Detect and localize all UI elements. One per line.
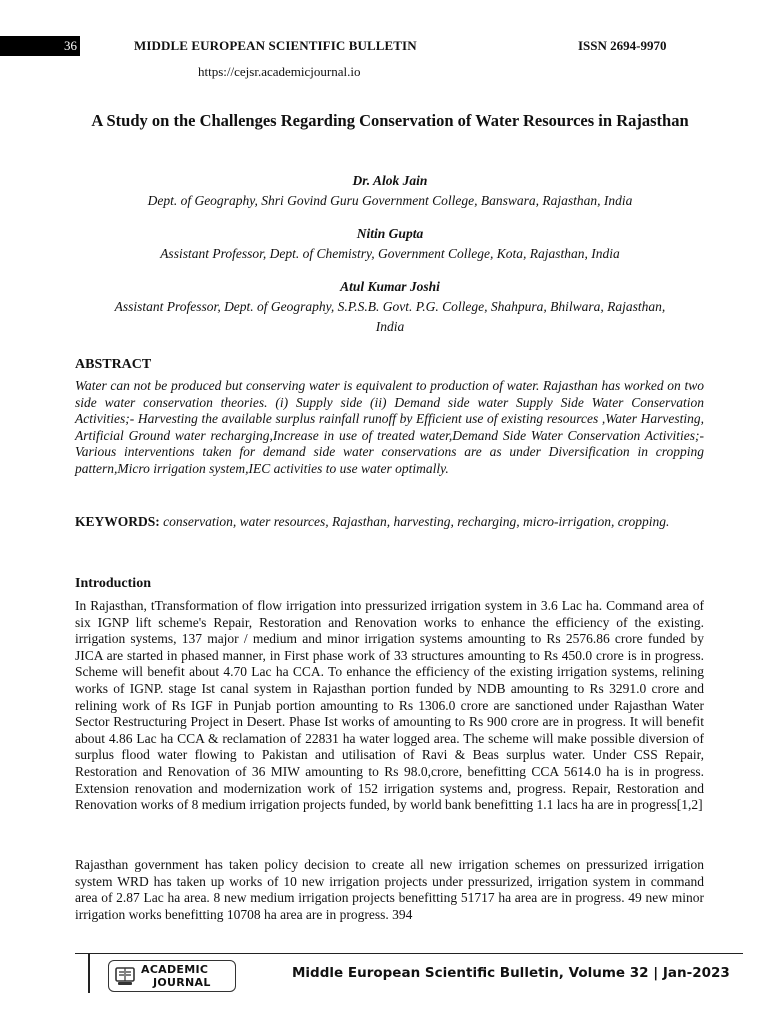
author-name: Atul Kumar Joshi xyxy=(340,279,440,294)
footer-rule xyxy=(75,953,743,954)
journal-url[interactable]: https://cejsr.academicjournal.io xyxy=(198,64,361,79)
paper-title: A Study on the Challenges Regarding Conservation of Water Resources in Rajasthan xyxy=(91,111,689,130)
author-name: Nitin Gupta xyxy=(356,226,424,241)
issn: ISSN 2694-9970 xyxy=(578,38,667,53)
author-affiliation: Dept. of Geography, Shri Govind Guru Government College, Banswara, Rajasthan, India xyxy=(147,193,633,208)
keywords-label: KEYWORDS: xyxy=(75,514,160,529)
author-affiliation: Assistant Professor, Dept. of Geography, S.P.S.B. Govt. P.G. College, Shahpura, Bhilwara, Rajasthan, India xyxy=(114,299,666,334)
academic-journal-logo xyxy=(108,960,236,992)
journal-name: MIDDLE EUROPEAN SCIENTIFIC BULLETIN xyxy=(134,38,417,53)
intro-paragraph-2: Rajasthan government has taken policy decision to create all new irrigation schemes on pressurized irrigation system WRD has taken up works of 10 new irrigation projects under pressurized, irrigation system in command area of 2.87 Lac ha area. 8 new medium irrigation projects benefitting 51717 ha area are in progress. 49 new minor irrigation works benefitting 10708 ha area are in progress. 394 xyxy=(75,857,704,922)
footer-vertical-rule xyxy=(88,953,90,993)
footer-citation: Middle European Scientific Bulletin, Volume 32 | Jan-2023 xyxy=(292,965,730,981)
logo-text-line2: JOURNAL xyxy=(153,976,211,989)
keywords-text: conservation, water resources, Rajasthan, harvesting, recharging, micro-irrigation, cropping. xyxy=(163,514,670,529)
logo-text-line1: ACADEMIC xyxy=(141,963,209,976)
author-affiliation: Assistant Professor, Dept. of Chemistry, Government College, Kota, Rajasthan, India xyxy=(160,246,620,261)
abstract-text: Water can not be produced but conserving water is equivalent to production of water. Rajasthan has worked on two side water conservation theories. (i) Supply side (ii) Demand side water Supply Side Water Conservation Activities;- Harvesting the available surplus rainfall runoff by Efficient use of existing resources ,Water Harvesting, Artificial Ground water recharging,Increase in use of treated water,Demand Side Water Conservation Activities;- Various interventions taken for demand side water conservations are as under Diversification in cropping pattern,Micro irrigation system,IEC activities to use water optimally. xyxy=(75,378,704,476)
intro-paragraph-1: In Rajasthan, tTransformation of flow irrigation into pressurized irrigation system in 3.6 Lac ha. Command area of six IGNP lift scheme's Repair, Restoration and Renovation works to enhance the efficiency of the existing. irrigation systems, 137 major / medium and minor irrigation systems amounting to Rs 2576.86 crore funded by JICA are started in phased manner, in First phase work of 33 structures amounting to Rs 450.0 crore is in progress. Scheme will benefit about 4.70 Lac ha CCA. To enhance the efficiency of the existing irrigation systems, relining works of IGNP. stage Ist canal system in Rajasthan portion funded by NDB amounting to Rs 3291.0 crore and relining work of Rs IGF in Punjab portion amounting to Rs 1306.0 crore are sanctioned under Rajasthan Water Sector Restructuring Project in Desert. Phase Ist works of amounting to Rs 900 crore are in progress. It will benefit about 4.86 Lac ha CCA & reclamation of 22831 ha water logged area. The scheme will make possible diversion of surplus flood water flowing to Pakistan and utilisation of Ravi & Beas surplus water. Under CSS Repair, Restoration and Renovation of 36 MIW amounting to Rs 98.0,crore, benefitting CCA 5614.0 ha is in progress. Extension renovation and modernization work of 152 irrigation systems and, progress. Repair, Restoration and Renovation works of 8 medium irrigation projects funded, by world bank benefitting 1.1 lacs ha are in progress[1,2] xyxy=(75,598,704,813)
author-name: Dr. Alok Jain xyxy=(352,173,428,188)
keywords xyxy=(75,514,704,531)
abstract-heading: ABSTRACT xyxy=(75,357,152,372)
page-number: 36 xyxy=(64,38,77,53)
open-book-icon xyxy=(115,965,135,987)
intro-heading: Introduction xyxy=(75,576,151,591)
